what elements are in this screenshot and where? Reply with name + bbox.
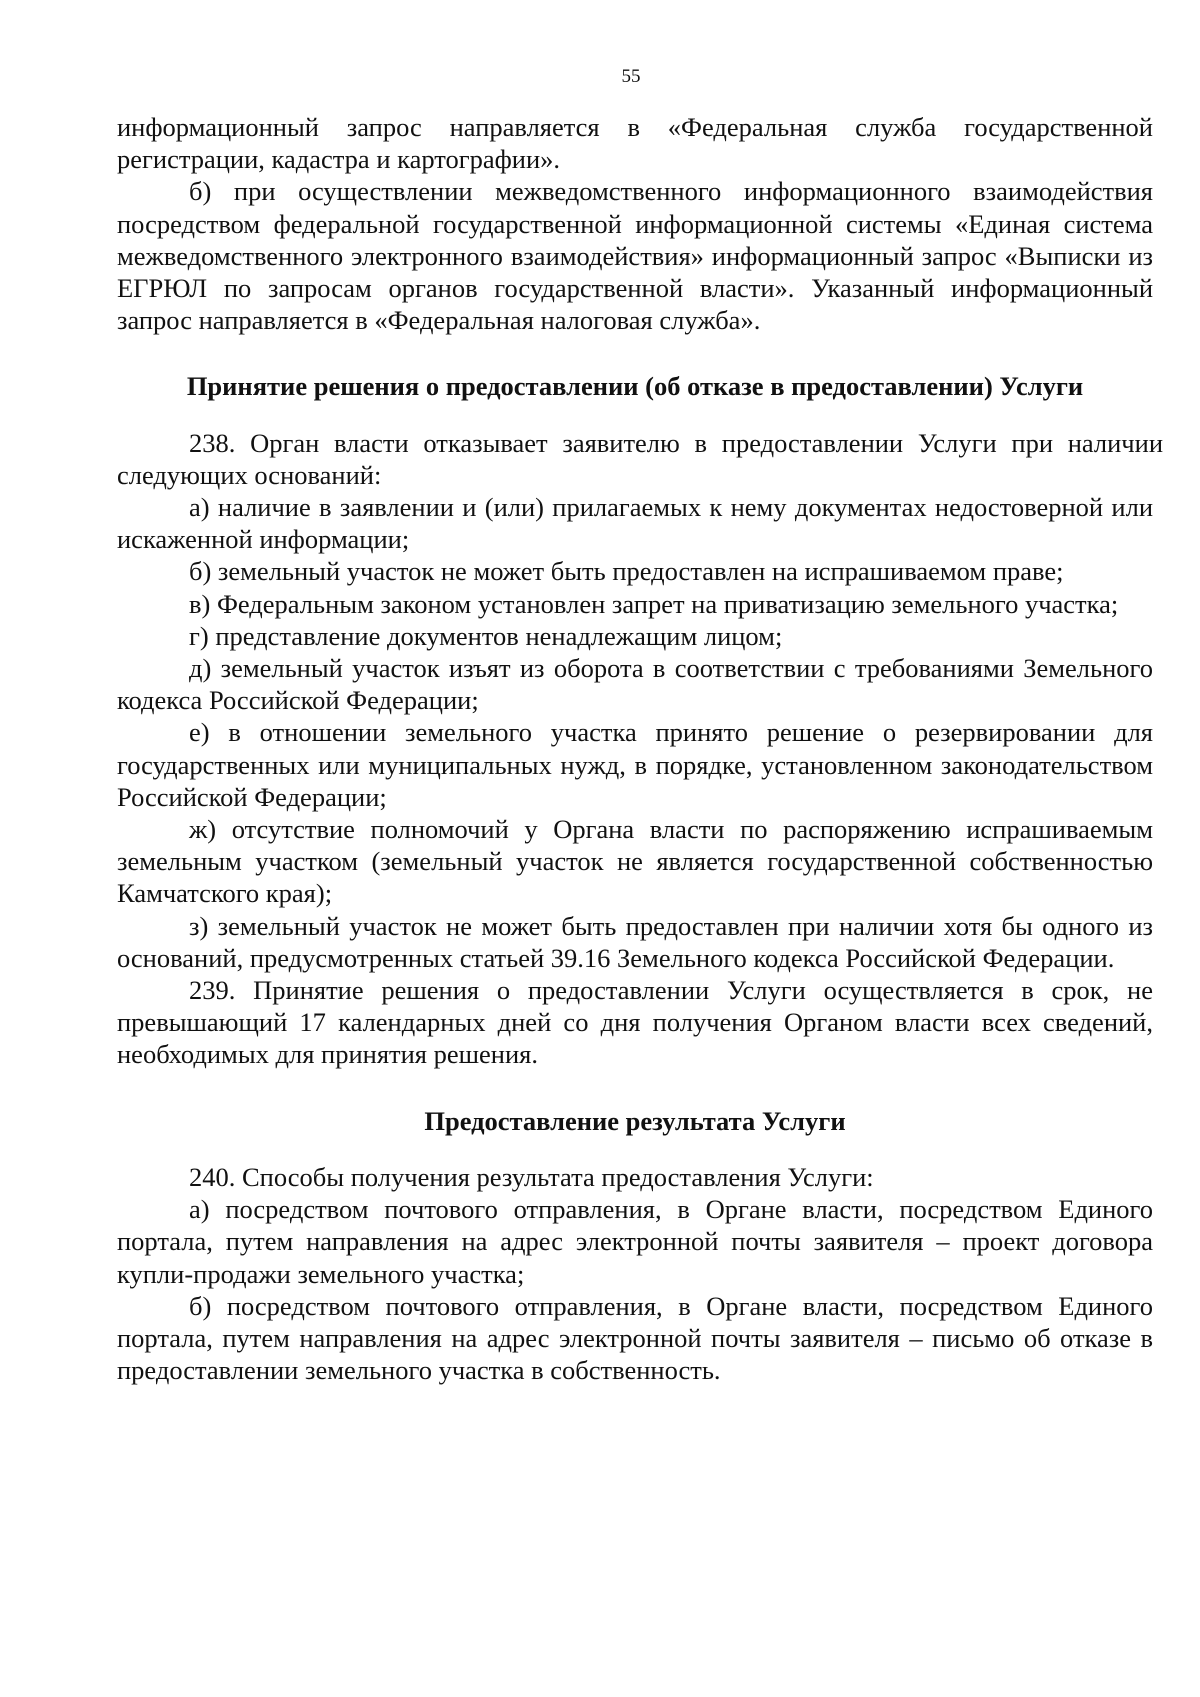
page-number: 55 xyxy=(621,66,641,87)
document-body xyxy=(117,111,1163,1386)
paragraph-238-b: б) земельный участок не может быть предоставлен на испрашиваемом праве; xyxy=(189,556,1064,587)
paragraph-238-zh: ж) отсутствие полномочий у Органа власти по распоряжению испрашиваемым земельным участком (земельный участок не является государственной собственностью Камчатского края); xyxy=(117,814,1153,909)
paragraph-238-z: з) земельный участок не может быть предоставлен при наличии хотя бы одного из оснований, предусмотренных статьей 39.16 Земельного кодекса Российской Федерации. xyxy=(117,910,1153,973)
paragraph-b-interagency: б) при осуществлении межведомственного информационного взаимодействия посредством федеральной государственной информационной системы «Единая система межведомственного электронного взаимодействия» информационный запрос «Выписки из ЕГРЮЛ по запросам органов государственной власти». Указанный информационный запрос направляется в «Федеральная налоговая служба». xyxy=(117,176,1153,336)
paragraph-240-b: б) посредством почтового отправления, в Органе власти, посредством Единого портала, путем направления на адрес электронной почты заявителя – письмо об отказе в предоставлении земельного участка в собственность. xyxy=(117,1290,1153,1386)
paragraph-238-a: а) наличие в заявлении и (или) прилагаемых к нему документах недостоверной или искаженной информации; xyxy=(117,492,1153,555)
paragraph-239: 239. Принятие решения о предоставлении Услуги осуществляется в срок, не превышающий 17 календарных дней со дня получения Органом власти всех сведений, необходимых для принятия решения. xyxy=(117,975,1153,1070)
paragraph-238: 238. Орган власти отказывает заявителю в предоставлении Услуги при наличии следующих оснований: xyxy=(117,427,1163,490)
section-heading-decision: Принятие решения о предоставлении (об отказе в предоставлении) Услуги xyxy=(186,371,1084,402)
paragraph-238-g: г) представление документов ненадлежащим лицом; xyxy=(189,620,783,651)
paragraph-continuation: информационный запрос направляется в «Федеральная служба государственной регистрации, кадастра и картографии». xyxy=(117,112,1153,175)
paragraph-240: 240. Способы получения результата предоставления Услуги: xyxy=(189,1161,874,1192)
section-heading-result: Предоставление результата Услуги xyxy=(424,1105,846,1136)
paragraph-238-e: е) в отношении земельного участка принято решение о резервировании для государственных или муниципальных нужд, в порядке, установленном законодательством Российской Федерации; xyxy=(117,717,1153,812)
paragraph-238-d: д) земельный участок изъят из оборота в соответствии с требованиями Земельного кодекса Российской Федерации; xyxy=(117,653,1153,716)
paragraph-238-v: в) Федеральным законом установлен запрет на приватизацию земельного участка; xyxy=(189,588,1119,619)
paragraph-240-a: а) посредством почтового отправления, в Органе власти, посредством Единого портала, путем направления на адрес электронной почты заявителя – проект договора купли-продажи земельного участка; xyxy=(117,1194,1153,1289)
